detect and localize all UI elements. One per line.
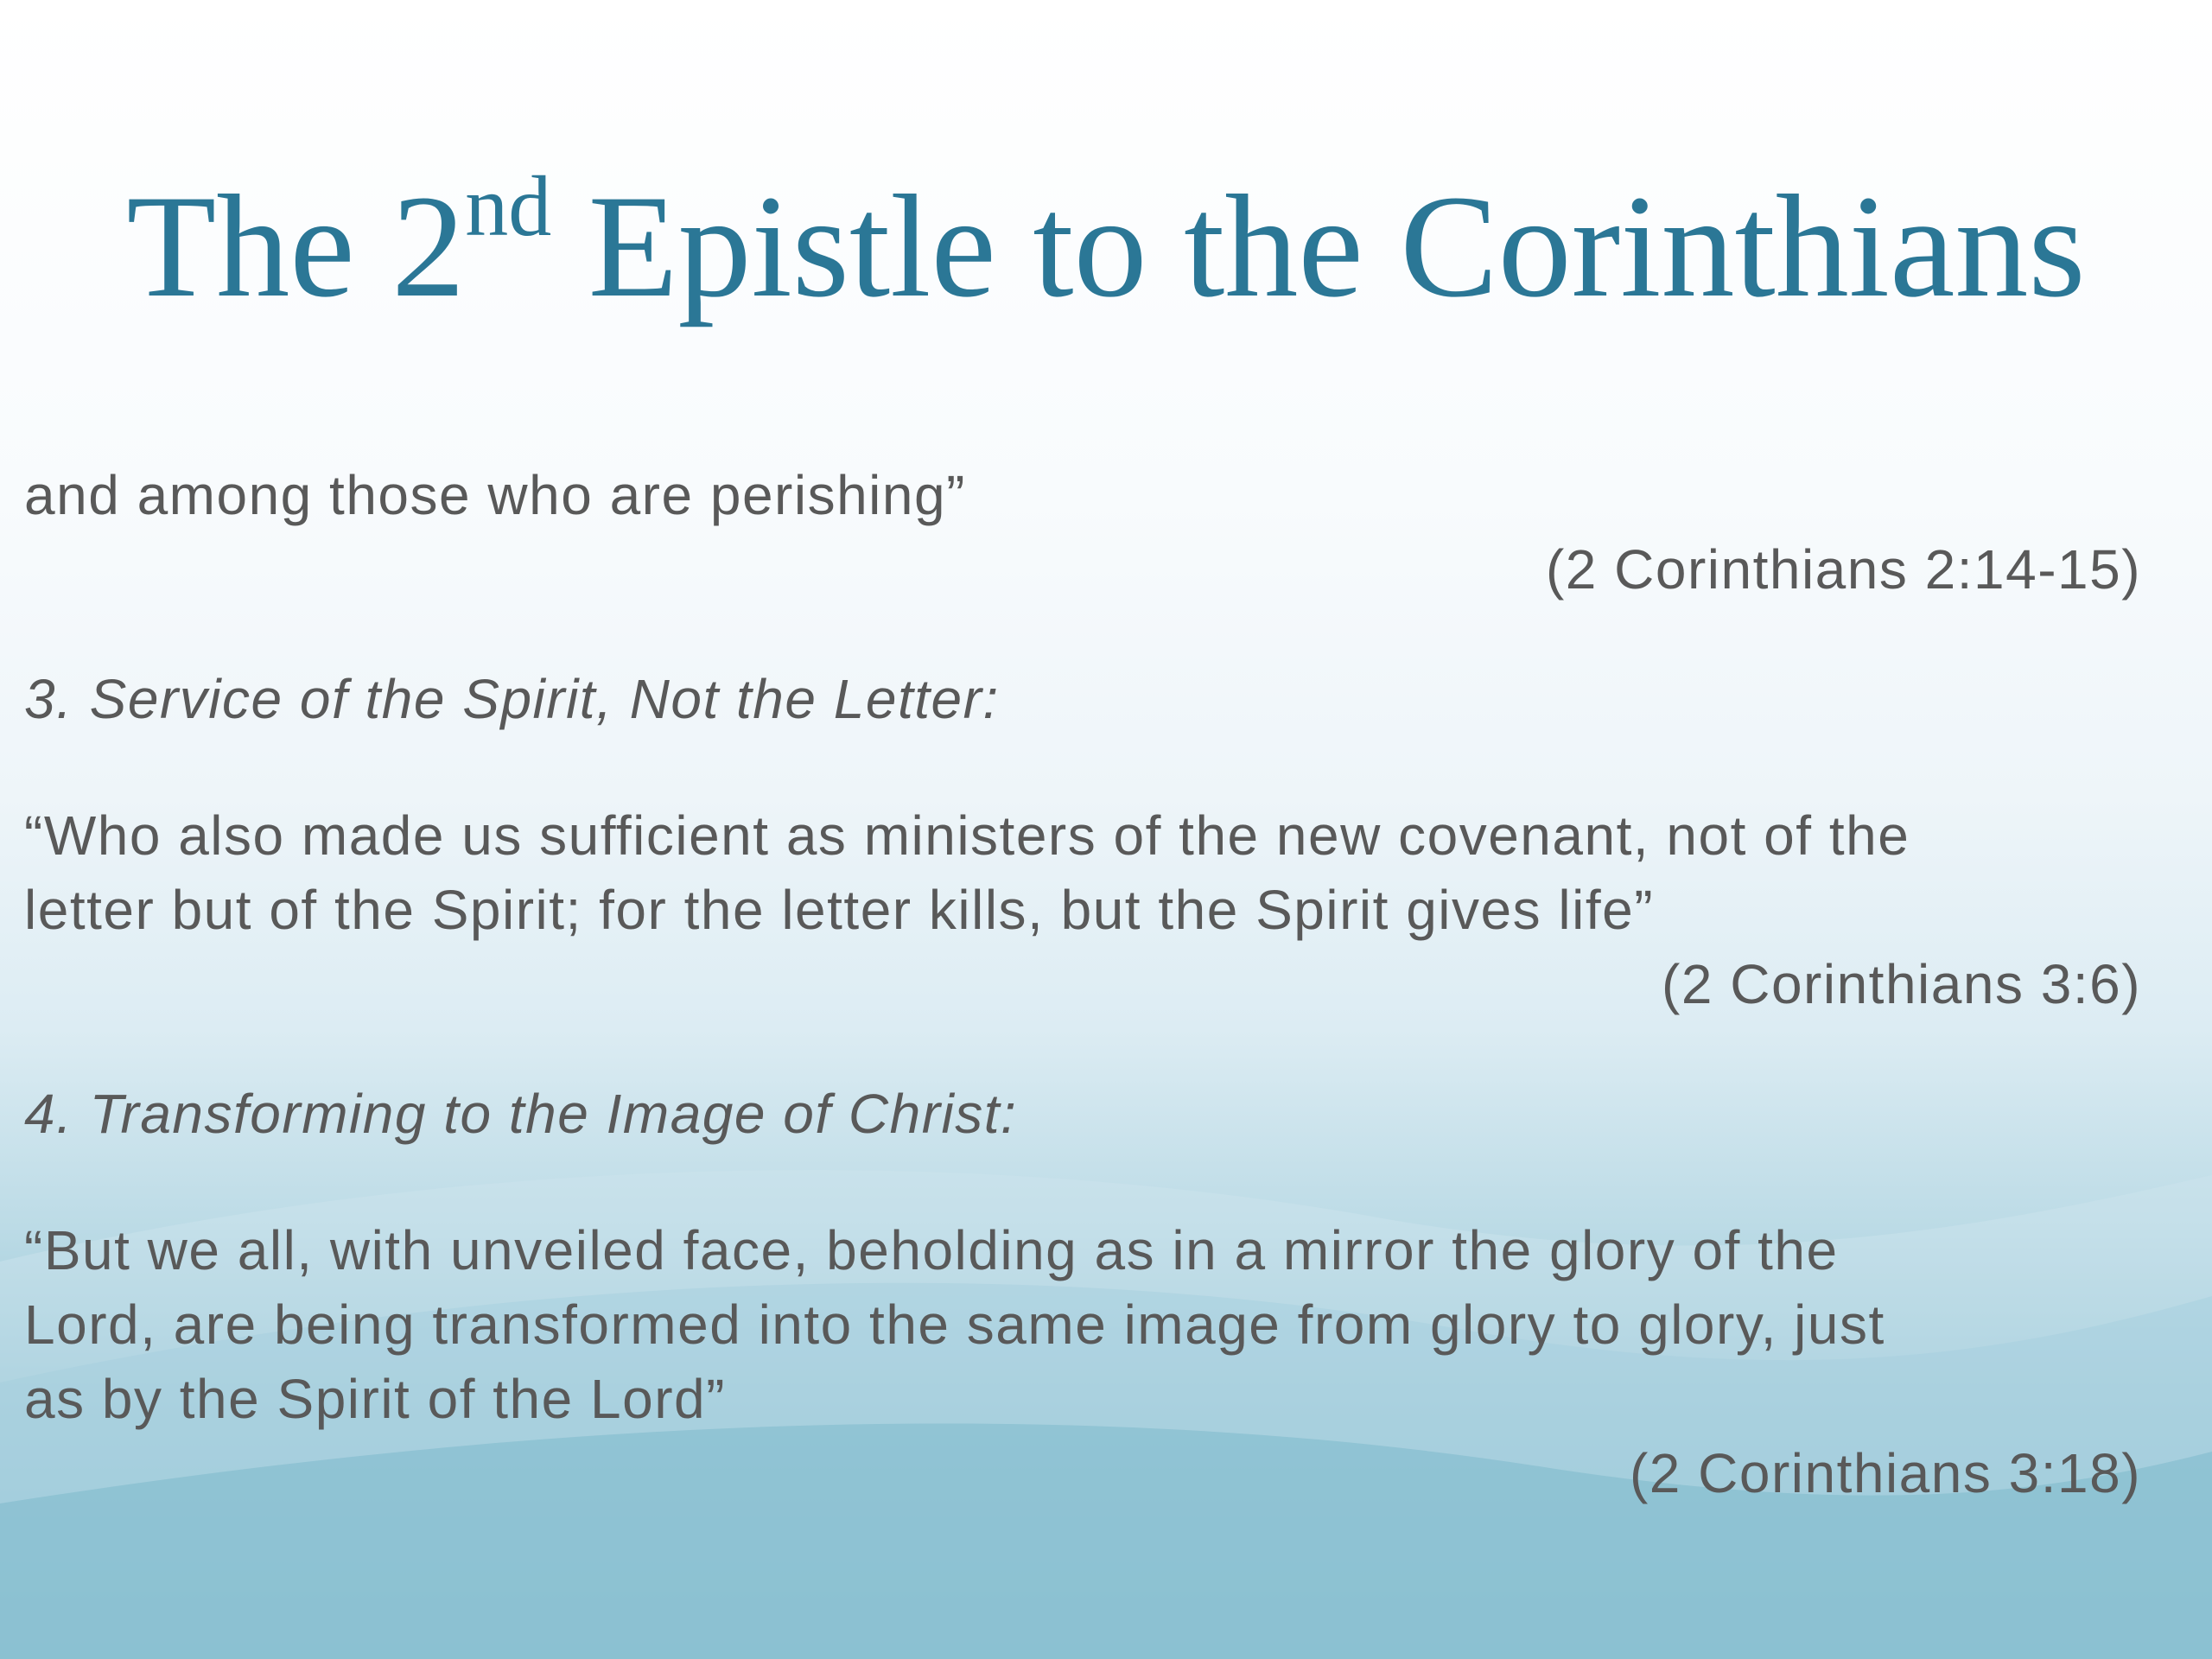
point-4-reference: (2 Corinthians 3:18) — [1629, 1442, 2141, 1504]
slide-title — [0, 158, 2212, 327]
intro-reference: (2 Corinthians 2:14-15) — [1545, 538, 2141, 601]
title-suffix: Epistle to the Corinthians — [551, 165, 2086, 327]
point-3-quote-line-1: “Who also made us sufficient as ministers of the new covenant, not of the — [24, 804, 1910, 867]
point-3-quote-line-2: letter but of the Spirit; for the letter kills, but the Spirit gives life” — [24, 879, 1654, 941]
title-superscript: nd — [465, 158, 552, 254]
point-4-quote-line-3: as by the Spirit of the Lord” — [24, 1368, 726, 1430]
intro-quote-tail: and among those who are perishing” — [24, 464, 966, 526]
slide-body — [24, 458, 2193, 1510]
point-3-reference: (2 Corinthians 3:6) — [1662, 953, 2141, 1015]
point-4-quote-line-1: “But we all, with unveiled face, beholding as in a mirror the glory of the — [24, 1219, 1839, 1281]
point-3-heading: 3. Service of the Spirit, Not the Letter: — [24, 668, 1000, 730]
point-4-heading: 4. Transforming to the Image of Christ: — [24, 1083, 1018, 1145]
point-4-quote-line-2: Lord, are being transformed into the same image from glory to glory, just — [24, 1294, 1885, 1356]
title-prefix: The 2 — [126, 165, 466, 327]
